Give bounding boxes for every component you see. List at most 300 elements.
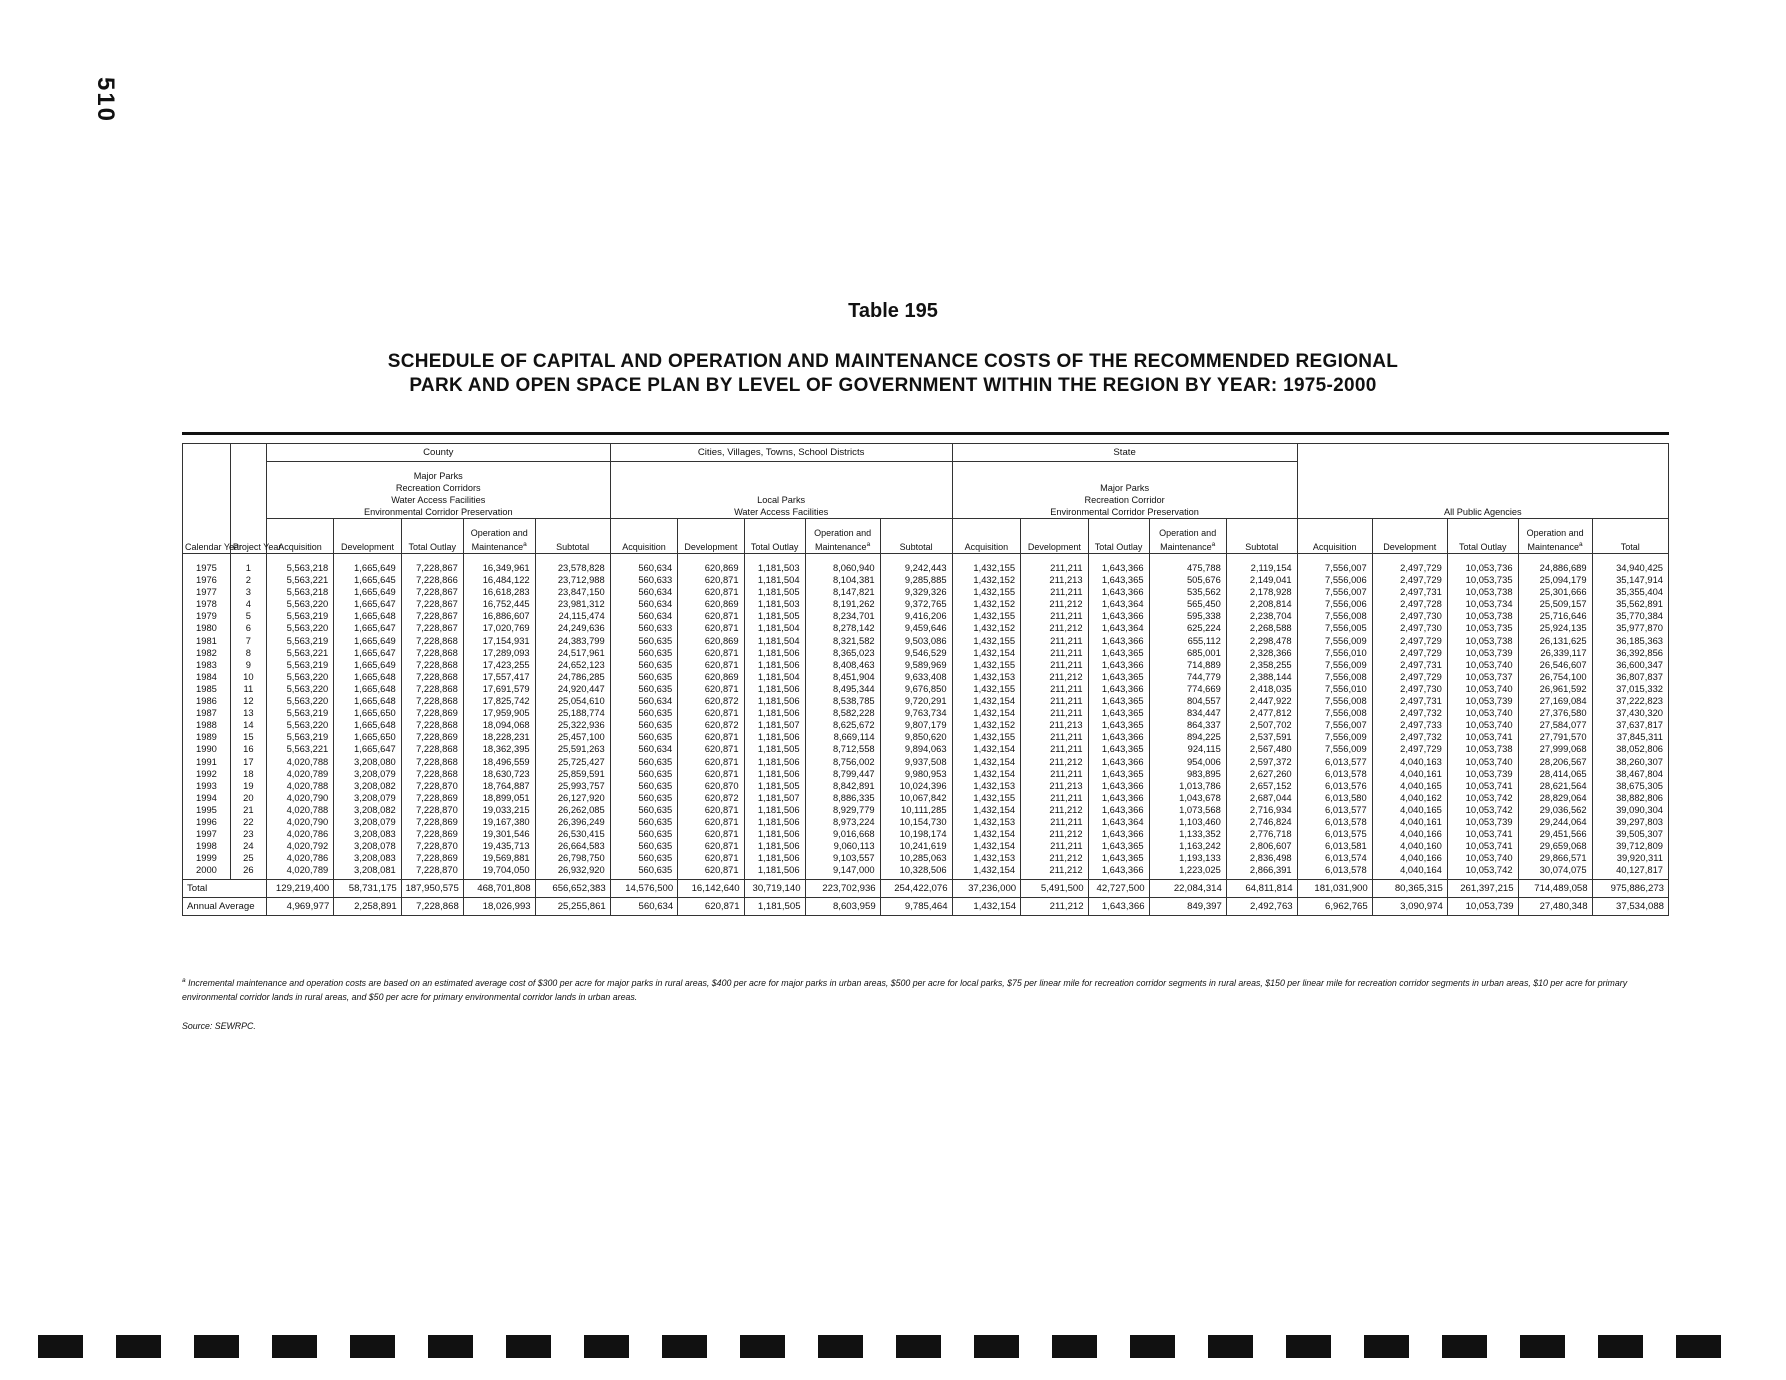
value-cell: 560,635 xyxy=(610,731,677,743)
value-cell: 7,228,868 xyxy=(401,671,463,683)
value-cell: 16,618,283 xyxy=(463,586,535,598)
table-row xyxy=(183,743,1669,755)
calendar-year-cell: 1983 xyxy=(183,659,231,671)
value-cell: 16,142,640 xyxy=(678,880,744,898)
value-cell: 10,053,738 xyxy=(1447,635,1518,647)
value-cell: 1,181,506 xyxy=(744,647,805,659)
value-cell: 744,779 xyxy=(1149,671,1226,683)
value-cell: 2,208,814 xyxy=(1226,598,1297,610)
value-cell: 1,432,155 xyxy=(952,635,1021,647)
registration-bar xyxy=(1520,1335,1565,1358)
table-row xyxy=(183,622,1669,634)
calendar-year-cell: 1999 xyxy=(183,852,231,864)
registration-bar xyxy=(38,1335,83,1358)
value-cell: 4,020,792 xyxy=(266,840,333,852)
value-cell: 10,053,739 xyxy=(1447,695,1518,707)
value-cell: 18,899,051 xyxy=(463,792,535,804)
value-cell: 7,556,009 xyxy=(1297,659,1372,671)
project-year-cell: 3 xyxy=(230,586,266,598)
value-cell: 23,847,150 xyxy=(535,586,610,598)
value-cell: 1,193,133 xyxy=(1149,852,1226,864)
value-cell: 10,067,842 xyxy=(880,792,952,804)
value-cell: 211,212 xyxy=(1021,622,1088,634)
value-cell: 1,432,152 xyxy=(952,719,1021,731)
value-cell: 25,094,179 xyxy=(1518,574,1592,586)
value-cell: 2,627,260 xyxy=(1226,768,1297,780)
value-cell: 1,643,365 xyxy=(1088,852,1149,864)
calendar-year-cell: 1996 xyxy=(183,816,231,828)
value-cell: 8,538,785 xyxy=(805,695,880,707)
project-year-cell: 19 xyxy=(230,780,266,792)
value-cell: 4,040,166 xyxy=(1372,852,1447,864)
project-year-cell: 13 xyxy=(230,707,266,719)
value-cell: 38,260,307 xyxy=(1592,756,1668,768)
value-cell: 211,213 xyxy=(1021,574,1088,586)
value-cell: 2,497,731 xyxy=(1372,586,1447,598)
table-row xyxy=(183,864,1669,880)
value-cell: 1,432,155 xyxy=(952,610,1021,622)
value-cell: 7,228,869 xyxy=(401,828,463,840)
value-cell: 1,643,365 xyxy=(1088,574,1149,586)
value-cell: 8,321,582 xyxy=(805,635,880,647)
value-cell: 2,358,255 xyxy=(1226,659,1297,671)
value-cell: 5,563,220 xyxy=(266,598,333,610)
value-cell: 620,870 xyxy=(678,780,744,792)
value-cell: 36,600,347 xyxy=(1592,659,1668,671)
top-rule xyxy=(182,432,1669,435)
value-cell: 211,212 xyxy=(1021,852,1088,864)
value-cell: 804,557 xyxy=(1149,695,1226,707)
value-cell: 7,228,869 xyxy=(401,707,463,719)
value-cell: 19,569,881 xyxy=(463,852,535,864)
value-cell: 24,249,636 xyxy=(535,622,610,634)
value-cell: 9,807,179 xyxy=(880,719,952,731)
value-cell: 5,563,219 xyxy=(266,707,333,719)
value-cell: 37,236,000 xyxy=(952,880,1021,898)
project-year-cell: 1 xyxy=(230,554,266,575)
project-year-cell: 11 xyxy=(230,683,266,695)
value-cell: 1,432,154 xyxy=(952,647,1021,659)
state-total-outlay-header: Total Outlay xyxy=(1088,519,1149,554)
value-cell: 620,869 xyxy=(678,598,744,610)
value-cell: 1,665,648 xyxy=(334,671,401,683)
value-cell: 7,556,006 xyxy=(1297,598,1372,610)
value-cell: 560,635 xyxy=(610,852,677,864)
value-cell: 7,228,868 xyxy=(401,719,463,731)
value-cell: 26,530,415 xyxy=(535,828,610,840)
value-cell: 2,746,824 xyxy=(1226,816,1297,828)
value-cell: 1,665,647 xyxy=(334,622,401,634)
project-year-cell: 18 xyxy=(230,768,266,780)
project-year-cell: 23 xyxy=(230,828,266,840)
value-cell: 6,013,580 xyxy=(1297,792,1372,804)
value-cell: 1,643,366 xyxy=(1088,610,1149,622)
value-cell: 620,869 xyxy=(678,671,744,683)
calendar-year-cell: 2000 xyxy=(183,864,231,880)
value-cell: 2,597,372 xyxy=(1226,756,1297,768)
state-subtotal-header: Subtotal xyxy=(1226,519,1297,554)
project-year-cell: 7 xyxy=(230,635,266,647)
value-cell: 1,643,365 xyxy=(1088,707,1149,719)
value-cell: 18,228,231 xyxy=(463,731,535,743)
value-cell: 30,719,140 xyxy=(744,880,805,898)
value-cell: 37,845,311 xyxy=(1592,731,1668,743)
registration-bar xyxy=(272,1335,317,1358)
value-cell: 5,563,220 xyxy=(266,695,333,707)
value-cell: 1,643,366 xyxy=(1088,898,1149,916)
registration-bar xyxy=(116,1335,161,1358)
value-cell: 1,181,505 xyxy=(744,898,805,916)
value-cell: 9,147,000 xyxy=(805,864,880,880)
table-row xyxy=(183,731,1669,743)
value-cell: 9,720,291 xyxy=(880,695,952,707)
value-cell: 129,219,400 xyxy=(266,880,333,898)
project-year-header: Project Year xyxy=(230,444,266,554)
value-cell: 211,211 xyxy=(1021,695,1088,707)
value-cell: 1,432,155 xyxy=(952,554,1021,575)
value-cell: 39,712,809 xyxy=(1592,840,1668,852)
value-cell: 29,866,571 xyxy=(1518,852,1592,864)
project-year-cell: 8 xyxy=(230,647,266,659)
project-year-cell: 9 xyxy=(230,659,266,671)
value-cell: 560,635 xyxy=(610,804,677,816)
table-row xyxy=(183,598,1669,610)
value-cell: 19,301,546 xyxy=(463,828,535,840)
value-cell: 4,040,166 xyxy=(1372,828,1447,840)
value-cell: 1,432,154 xyxy=(952,864,1021,880)
value-cell: 9,785,464 xyxy=(880,898,952,916)
value-cell: 7,556,007 xyxy=(1297,554,1372,575)
value-cell: 1,643,365 xyxy=(1088,840,1149,852)
value-cell: 620,871 xyxy=(678,647,744,659)
value-cell: 1,181,506 xyxy=(744,816,805,828)
value-cell: 1,133,352 xyxy=(1149,828,1226,840)
value-cell: 656,652,383 xyxy=(535,880,610,898)
value-cell: 5,563,220 xyxy=(266,622,333,634)
value-cell: 26,396,249 xyxy=(535,816,610,828)
value-cell: 7,228,868 xyxy=(401,635,463,647)
value-cell: 620,871 xyxy=(678,840,744,852)
value-cell: 620,871 xyxy=(678,852,744,864)
value-cell: 211,211 xyxy=(1021,707,1088,719)
value-cell: 1,181,503 xyxy=(744,598,805,610)
value-cell: 211,212 xyxy=(1021,671,1088,683)
value-cell: 64,811,814 xyxy=(1226,880,1297,898)
value-cell: 10,053,740 xyxy=(1447,707,1518,719)
calendar-year-cell: 1994 xyxy=(183,792,231,804)
value-cell: 38,467,804 xyxy=(1592,768,1668,780)
value-cell: 565,450 xyxy=(1149,598,1226,610)
value-cell: 1,643,364 xyxy=(1088,622,1149,634)
value-cell: 560,635 xyxy=(610,756,677,768)
value-cell: 2,497,733 xyxy=(1372,719,1447,731)
value-cell: 1,181,506 xyxy=(744,731,805,743)
value-cell: 1,432,154 xyxy=(952,707,1021,719)
registration-bar xyxy=(740,1335,785,1358)
value-cell: 1,643,365 xyxy=(1088,695,1149,707)
value-cell: 2,497,730 xyxy=(1372,683,1447,695)
value-cell: 27,791,570 xyxy=(1518,731,1592,743)
value-cell: 560,635 xyxy=(610,864,677,880)
all-acquisition-header: Acquisition xyxy=(1297,519,1372,554)
state-acquisition-header: Acquisition xyxy=(952,519,1021,554)
value-cell: 9,416,206 xyxy=(880,610,952,622)
value-cell: 35,977,870 xyxy=(1592,622,1668,634)
cities-subheader: Local Parks Water Access Facilities xyxy=(610,462,952,519)
registration-bar xyxy=(506,1335,551,1358)
value-cell: 560,635 xyxy=(610,635,677,647)
value-cell: 9,060,113 xyxy=(805,840,880,852)
value-cell: 1,181,506 xyxy=(744,768,805,780)
value-cell: 211,211 xyxy=(1021,768,1088,780)
table-row xyxy=(183,792,1669,804)
value-cell: 8,365,023 xyxy=(805,647,880,659)
value-cell: 1,432,154 xyxy=(952,898,1021,916)
value-cell: 1,643,365 xyxy=(1088,647,1149,659)
value-cell: 1,643,366 xyxy=(1088,804,1149,816)
value-cell: 6,962,765 xyxy=(1297,898,1372,916)
value-cell: 1,181,506 xyxy=(744,828,805,840)
value-cell: 9,763,734 xyxy=(880,707,952,719)
value-cell: 1,643,366 xyxy=(1088,792,1149,804)
value-cell: 10,154,730 xyxy=(880,816,952,828)
value-cell: 8,625,672 xyxy=(805,719,880,731)
value-cell: 211,211 xyxy=(1021,610,1088,622)
value-cell: 1,665,647 xyxy=(334,647,401,659)
value-cell: 4,020,789 xyxy=(266,864,333,880)
value-cell: 18,496,559 xyxy=(463,756,535,768)
value-cell: 7,556,006 xyxy=(1297,574,1372,586)
value-cell: 8,973,224 xyxy=(805,816,880,828)
value-cell: 1,181,507 xyxy=(744,792,805,804)
value-cell: 1,643,365 xyxy=(1088,768,1149,780)
value-cell: 5,563,219 xyxy=(266,610,333,622)
table-row xyxy=(183,780,1669,792)
value-cell: 620,871 xyxy=(678,828,744,840)
value-cell: 3,208,079 xyxy=(334,816,401,828)
value-cell: 17,691,579 xyxy=(463,683,535,695)
value-cell: 24,383,799 xyxy=(535,635,610,647)
value-cell: 211,213 xyxy=(1021,719,1088,731)
project-year-cell: 21 xyxy=(230,804,266,816)
calendar-year-cell: 1982 xyxy=(183,647,231,659)
value-cell: 17,825,742 xyxy=(463,695,535,707)
calendar-year-cell: 1977 xyxy=(183,586,231,598)
state-om-header: Operation and Maintenance$^a$ xyxy=(1149,519,1226,554)
value-cell: 18,764,887 xyxy=(463,780,535,792)
value-cell: 975,886,273 xyxy=(1592,880,1668,898)
value-cell: 39,297,803 xyxy=(1592,816,1668,828)
value-cell: 25,993,757 xyxy=(535,780,610,792)
county-subtotal-header: Subtotal xyxy=(535,519,610,554)
value-cell: 620,869 xyxy=(678,554,744,575)
value-cell: 9,103,557 xyxy=(805,852,880,864)
value-cell: 35,770,384 xyxy=(1592,610,1668,622)
value-cell: 7,228,869 xyxy=(401,792,463,804)
registration-bar xyxy=(194,1335,239,1358)
value-cell: 475,788 xyxy=(1149,554,1226,575)
value-cell: 2,776,718 xyxy=(1226,828,1297,840)
value-cell: 4,040,163 xyxy=(1372,756,1447,768)
calendar-year-cell: 1978 xyxy=(183,598,231,610)
value-cell: 8,408,463 xyxy=(805,659,880,671)
state-development-header: Development xyxy=(1021,519,1088,554)
county-total-outlay-header: Total Outlay xyxy=(401,519,463,554)
cities-om-header: Operation and Maintenance$^a$ xyxy=(805,519,880,554)
value-cell: 7,228,867 xyxy=(401,586,463,598)
value-cell: 24,115,474 xyxy=(535,610,610,622)
calendar-year-cell: 1986 xyxy=(183,695,231,707)
value-cell: 5,563,221 xyxy=(266,647,333,659)
calendar-year-cell: 1995 xyxy=(183,804,231,816)
value-cell: 1,181,505 xyxy=(744,780,805,792)
project-year-cell: 12 xyxy=(230,695,266,707)
title-line-1: SCHEDULE OF CAPITAL AND OPERATION AND MAINTENANCE COSTS OF THE RECOMMENDED REGIONAL xyxy=(387,351,1399,372)
value-cell: 1,432,153 xyxy=(952,671,1021,683)
value-cell: 655,112 xyxy=(1149,635,1226,647)
value-cell: 9,016,668 xyxy=(805,828,880,840)
table-row xyxy=(183,852,1669,864)
registration-bar xyxy=(428,1335,473,1358)
county-om-header: Operation and Maintenance$^a$ xyxy=(463,519,535,554)
value-cell: 211,211 xyxy=(1021,816,1088,828)
value-cell: 6,013,581 xyxy=(1297,840,1372,852)
value-cell: 7,228,867 xyxy=(401,554,463,575)
value-cell: 10,053,741 xyxy=(1447,828,1518,840)
value-cell: 25,716,646 xyxy=(1518,610,1592,622)
table-row xyxy=(183,707,1669,719)
footnote: $^a$ Incremental maintenance and operation costs are based on an estimated average cost of $300 per acre for major parks in rural areas, $400 per acre for major parks in urban areas, $500 per acre for local parks, $75 per linear mile for recreation corridor segments in rural areas, $150 per linear mile for recreation corridor segments in urban areas, $10 per acre for primary environmental corridor lands in rural areas, and $50 per acre for primary environmental corridor lands in urban areas. xyxy=(182,977,1628,1002)
table-title xyxy=(0,350,1786,398)
county-header: County xyxy=(266,444,610,462)
value-cell: 560,634 xyxy=(610,610,677,622)
value-cell: 1,643,366 xyxy=(1088,780,1149,792)
table-row xyxy=(183,635,1669,647)
value-cell: 18,630,723 xyxy=(463,768,535,780)
value-cell: 10,053,742 xyxy=(1447,804,1518,816)
value-cell: 1,181,504 xyxy=(744,635,805,647)
table-row xyxy=(183,647,1669,659)
table-row xyxy=(183,719,1669,731)
calendar-year-cell: 1993 xyxy=(183,780,231,792)
value-cell: 10,053,735 xyxy=(1447,622,1518,634)
value-cell: 1,432,152 xyxy=(952,574,1021,586)
value-cell: 3,208,083 xyxy=(334,828,401,840)
value-cell: 10,241,619 xyxy=(880,840,952,852)
value-cell: 37,534,088 xyxy=(1592,898,1668,916)
value-cell: 2,537,591 xyxy=(1226,731,1297,743)
value-cell: 560,635 xyxy=(610,792,677,804)
value-cell: 4,020,788 xyxy=(266,780,333,792)
value-cell: 10,053,740 xyxy=(1447,683,1518,695)
value-cell: 27,999,068 xyxy=(1518,743,1592,755)
value-cell: 22,084,314 xyxy=(1149,880,1226,898)
value-cell: 7,228,867 xyxy=(401,610,463,622)
value-cell: 26,339,117 xyxy=(1518,647,1592,659)
value-cell: 560,634 xyxy=(610,695,677,707)
value-cell: 18,026,993 xyxy=(463,898,535,916)
value-cell: 18,094,068 xyxy=(463,719,535,731)
value-cell: 42,727,500 xyxy=(1088,880,1149,898)
value-cell: 25,322,936 xyxy=(535,719,610,731)
value-cell: 211,211 xyxy=(1021,731,1088,743)
value-cell: 223,702,936 xyxy=(805,880,880,898)
project-year-cell: 14 xyxy=(230,719,266,731)
value-cell: 39,090,304 xyxy=(1592,804,1668,816)
table-row xyxy=(183,840,1669,852)
value-cell: 4,020,786 xyxy=(266,852,333,864)
total-row xyxy=(183,880,1669,898)
value-cell: 1,643,366 xyxy=(1088,554,1149,575)
value-cell: 2,497,732 xyxy=(1372,707,1447,719)
value-cell: 1,432,154 xyxy=(952,695,1021,707)
registration-bar xyxy=(896,1335,941,1358)
value-cell: 620,871 xyxy=(678,816,744,828)
value-cell: 17,959,905 xyxy=(463,707,535,719)
value-cell: 17,423,255 xyxy=(463,659,535,671)
value-cell: 181,031,900 xyxy=(1297,880,1372,898)
value-cell: 3,208,079 xyxy=(334,792,401,804)
value-cell: 7,556,008 xyxy=(1297,671,1372,683)
calendar-year-cell: 1992 xyxy=(183,768,231,780)
value-cell: 9,937,508 xyxy=(880,756,952,768)
value-cell: 560,633 xyxy=(610,574,677,586)
value-cell: 24,886,689 xyxy=(1518,554,1592,575)
value-cell: 1,643,366 xyxy=(1088,683,1149,695)
value-cell: 3,208,083 xyxy=(334,852,401,864)
value-cell: 1,432,152 xyxy=(952,598,1021,610)
value-cell: 37,222,823 xyxy=(1592,695,1668,707)
value-cell: 211,211 xyxy=(1021,683,1088,695)
value-cell: 26,932,920 xyxy=(535,864,610,880)
registration-bar xyxy=(1052,1335,1097,1358)
value-cell: 1,432,155 xyxy=(952,731,1021,743)
value-cell: 8,669,114 xyxy=(805,731,880,743)
state-subheader: Major Parks Recreation Corridor Environmental Corridor Preservation xyxy=(952,462,1297,519)
value-cell: 560,634 xyxy=(610,598,677,610)
value-cell: 211,211 xyxy=(1021,635,1088,647)
value-cell: 8,278,142 xyxy=(805,622,880,634)
calendar-year-cell: 1998 xyxy=(183,840,231,852)
value-cell: 10,053,738 xyxy=(1447,743,1518,755)
value-cell: 17,154,931 xyxy=(463,635,535,647)
value-cell: 1,013,786 xyxy=(1149,780,1226,792)
value-cell: 1,432,155 xyxy=(952,659,1021,671)
value-cell: 23,578,828 xyxy=(535,554,610,575)
project-year-cell: 5 xyxy=(230,610,266,622)
value-cell: 685,001 xyxy=(1149,647,1226,659)
value-cell: 23,712,988 xyxy=(535,574,610,586)
value-cell: 2,268,588 xyxy=(1226,622,1297,634)
value-cell: 27,376,580 xyxy=(1518,707,1592,719)
value-cell: 2,492,763 xyxy=(1226,898,1297,916)
value-cell: 1,643,365 xyxy=(1088,743,1149,755)
value-cell: 560,634 xyxy=(610,743,677,755)
value-cell: 17,557,417 xyxy=(463,671,535,683)
value-cell: 25,509,157 xyxy=(1518,598,1592,610)
registration-bar xyxy=(662,1335,707,1358)
value-cell: 1,665,648 xyxy=(334,610,401,622)
value-cell: 1,432,154 xyxy=(952,840,1021,852)
value-cell: 2,388,144 xyxy=(1226,671,1297,683)
value-cell: 560,635 xyxy=(610,828,677,840)
value-cell: 1,181,506 xyxy=(744,840,805,852)
registration-bar xyxy=(1364,1335,1409,1358)
value-cell: 1,181,506 xyxy=(744,852,805,864)
value-cell: 10,198,174 xyxy=(880,828,952,840)
value-cell: 1,432,155 xyxy=(952,683,1021,695)
value-cell: 24,786,285 xyxy=(535,671,610,683)
